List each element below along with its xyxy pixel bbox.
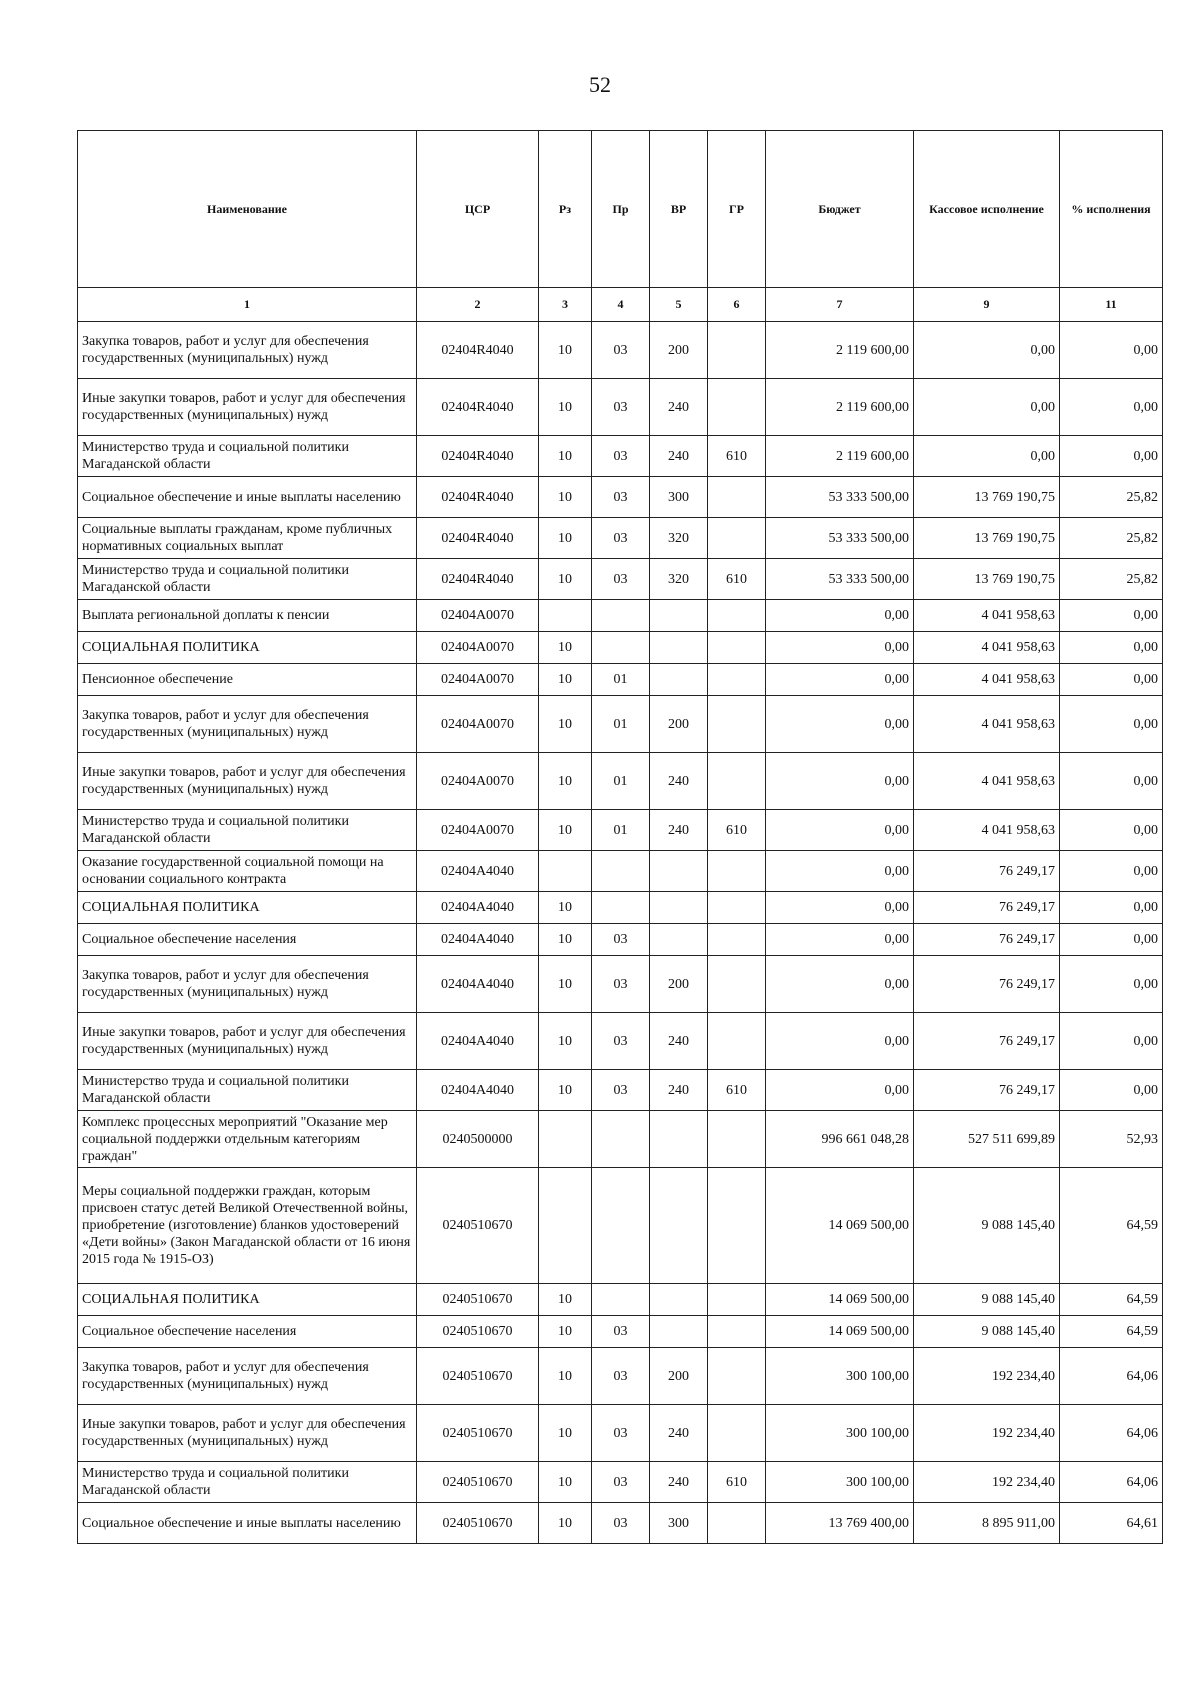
table-row <box>78 1013 1163 1070</box>
row-pr: 03 <box>592 1348 650 1405</box>
column-header: ВР <box>650 131 708 288</box>
row-rz: 10 <box>539 477 592 518</box>
row-name: Министерство труда и социальной политики Магаданской области <box>78 810 417 851</box>
row-vr: 240 <box>650 379 708 436</box>
row-rz: 10 <box>539 1070 592 1111</box>
row-vr <box>650 1168 708 1284</box>
row-vr: 320 <box>650 518 708 559</box>
row-pr: 01 <box>592 664 650 696</box>
row-vr <box>650 851 708 892</box>
row-rz <box>539 851 592 892</box>
row-csr: 02404А0070 <box>417 696 539 753</box>
table-row <box>78 1316 1163 1348</box>
row-rz: 10 <box>539 892 592 924</box>
row-vr: 240 <box>650 1405 708 1462</box>
row-pct: 64,61 <box>1060 1503 1163 1544</box>
row-budget: 53 333 500,00 <box>766 477 914 518</box>
row-pr: 03 <box>592 956 650 1013</box>
row-gr <box>708 379 766 436</box>
row-pct: 25,82 <box>1060 477 1163 518</box>
row-pct: 0,00 <box>1060 632 1163 664</box>
row-cash: 8 895 911,00 <box>914 1503 1060 1544</box>
row-budget: 53 333 500,00 <box>766 559 914 600</box>
row-cash: 76 249,17 <box>914 1070 1060 1111</box>
row-name: Министерство труда и социальной политики Магаданской области <box>78 1070 417 1111</box>
row-name: Социальное обеспечение и иные выплаты населению <box>78 477 417 518</box>
row-pct: 64,59 <box>1060 1284 1163 1316</box>
column-header: Рз <box>539 131 592 288</box>
row-budget: 14 069 500,00 <box>766 1284 914 1316</box>
row-budget: 300 100,00 <box>766 1348 914 1405</box>
row-budget: 0,00 <box>766 924 914 956</box>
row-name: СОЦИАЛЬНАЯ ПОЛИТИКА <box>78 632 417 664</box>
row-name: Выплата региональной доплаты к пенсии <box>78 600 417 632</box>
row-name: Пенсионное обеспечение <box>78 664 417 696</box>
row-vr: 240 <box>650 1462 708 1503</box>
row-gr <box>708 1503 766 1544</box>
row-budget: 0,00 <box>766 753 914 810</box>
row-gr: 610 <box>708 810 766 851</box>
row-rz: 10 <box>539 518 592 559</box>
column-header: Кассовое исполнение <box>914 131 1060 288</box>
row-pr: 01 <box>592 696 650 753</box>
row-pct: 64,06 <box>1060 1348 1163 1405</box>
row-pr <box>592 1284 650 1316</box>
row-pct: 0,00 <box>1060 696 1163 753</box>
row-gr <box>708 924 766 956</box>
row-vr: 240 <box>650 1070 708 1111</box>
table-row <box>78 892 1163 924</box>
table-row <box>78 600 1163 632</box>
row-cash: 9 088 145,40 <box>914 1168 1060 1284</box>
row-gr <box>708 1405 766 1462</box>
row-name: Комплекс процессных мероприятий "Оказание мер социальной поддержки отдельным категориям граждан" <box>78 1111 417 1168</box>
row-rz: 10 <box>539 956 592 1013</box>
table-row <box>78 477 1163 518</box>
column-header: Пр <box>592 131 650 288</box>
row-gr <box>708 1168 766 1284</box>
row-vr: 300 <box>650 477 708 518</box>
row-pr <box>592 1168 650 1284</box>
row-pct: 64,59 <box>1060 1316 1163 1348</box>
table-row <box>78 810 1163 851</box>
row-rz: 10 <box>539 753 592 810</box>
row-rz <box>539 600 592 632</box>
row-pr: 03 <box>592 518 650 559</box>
row-vr: 320 <box>650 559 708 600</box>
column-number: 6 <box>708 288 766 322</box>
row-gr <box>708 664 766 696</box>
row-name: Социальное обеспечение и иные выплаты населению <box>78 1503 417 1544</box>
row-name: Иные закупки товаров, работ и услуг для обеспечения государственных (муниципальных) нужд <box>78 1013 417 1070</box>
row-budget: 0,00 <box>766 1013 914 1070</box>
row-cash: 4 041 958,63 <box>914 664 1060 696</box>
row-csr: 02404А4040 <box>417 1013 539 1070</box>
row-gr <box>708 1013 766 1070</box>
row-csr: 0240510670 <box>417 1405 539 1462</box>
row-name: Министерство труда и социальной политики Магаданской области <box>78 1462 417 1503</box>
row-cash: 4 041 958,63 <box>914 632 1060 664</box>
row-csr: 02404R4040 <box>417 518 539 559</box>
row-rz: 10 <box>539 1503 592 1544</box>
row-pct: 0,00 <box>1060 956 1163 1013</box>
row-gr <box>708 1348 766 1405</box>
row-vr <box>650 664 708 696</box>
row-budget: 996 661 048,28 <box>766 1111 914 1168</box>
column-number-row <box>78 288 1163 322</box>
table-row <box>78 753 1163 810</box>
row-rz: 10 <box>539 696 592 753</box>
row-budget: 0,00 <box>766 810 914 851</box>
row-name: Иные закупки товаров, работ и услуг для обеспечения государственных (муниципальных) нужд <box>78 379 417 436</box>
row-pr: 03 <box>592 1462 650 1503</box>
row-vr: 200 <box>650 956 708 1013</box>
row-pr: 03 <box>592 322 650 379</box>
row-csr: 02404R4040 <box>417 322 539 379</box>
table-row <box>78 956 1163 1013</box>
row-vr: 240 <box>650 436 708 477</box>
row-cash: 0,00 <box>914 436 1060 477</box>
row-gr <box>708 1316 766 1348</box>
row-budget: 13 769 400,00 <box>766 1503 914 1544</box>
row-vr: 200 <box>650 322 708 379</box>
row-csr: 02404А4040 <box>417 956 539 1013</box>
column-number: 2 <box>417 288 539 322</box>
column-header: ЦСР <box>417 131 539 288</box>
row-name: Министерство труда и социальной политики Магаданской области <box>78 436 417 477</box>
table-row <box>78 436 1163 477</box>
row-pr: 03 <box>592 1316 650 1348</box>
row-pct: 0,00 <box>1060 753 1163 810</box>
row-budget: 0,00 <box>766 696 914 753</box>
row-pr: 03 <box>592 379 650 436</box>
row-vr: 240 <box>650 753 708 810</box>
budget-table <box>77 130 1163 1544</box>
column-number: 7 <box>766 288 914 322</box>
row-gr: 610 <box>708 559 766 600</box>
row-pct: 0,00 <box>1060 436 1163 477</box>
row-pr <box>592 632 650 664</box>
row-vr <box>650 1284 708 1316</box>
row-csr: 02404А4040 <box>417 924 539 956</box>
row-cash: 13 769 190,75 <box>914 518 1060 559</box>
row-cash: 192 234,40 <box>914 1405 1060 1462</box>
row-pr: 03 <box>592 436 650 477</box>
row-gr <box>708 600 766 632</box>
row-budget: 0,00 <box>766 600 914 632</box>
row-rz: 10 <box>539 1405 592 1462</box>
row-budget: 0,00 <box>766 632 914 664</box>
column-header: ГР <box>708 131 766 288</box>
row-rz: 10 <box>539 559 592 600</box>
row-vr <box>650 1316 708 1348</box>
row-cash: 76 249,17 <box>914 956 1060 1013</box>
row-gr: 610 <box>708 436 766 477</box>
row-pr: 01 <box>592 753 650 810</box>
row-pct: 0,00 <box>1060 600 1163 632</box>
row-cash: 76 249,17 <box>914 924 1060 956</box>
row-name: Социальные выплаты гражданам, кроме публичных нормативных социальных выплат <box>78 518 417 559</box>
row-name: Оказание государственной социальной помощи на основании социального контракта <box>78 851 417 892</box>
row-cash: 9 088 145,40 <box>914 1316 1060 1348</box>
row-name: Закупка товаров, работ и услуг для обеспечения государственных (муниципальных) нужд <box>78 322 417 379</box>
row-budget: 14 069 500,00 <box>766 1168 914 1284</box>
row-budget: 300 100,00 <box>766 1462 914 1503</box>
row-vr: 200 <box>650 1348 708 1405</box>
row-pct: 0,00 <box>1060 851 1163 892</box>
row-name: Иные закупки товаров, работ и услуг для обеспечения государственных (муниципальных) нужд <box>78 1405 417 1462</box>
row-vr: 200 <box>650 696 708 753</box>
row-name: Иные закупки товаров, работ и услуг для обеспечения государственных (муниципальных) нужд <box>78 753 417 810</box>
row-pct: 0,00 <box>1060 924 1163 956</box>
row-name: Социальное обеспечение населения <box>78 1316 417 1348</box>
table-row <box>78 1070 1163 1111</box>
row-budget: 300 100,00 <box>766 1405 914 1462</box>
header-row <box>78 131 1163 288</box>
column-header: Бюджет <box>766 131 914 288</box>
row-rz <box>539 1168 592 1284</box>
page-number: 52 <box>589 72 611 97</box>
row-vr <box>650 632 708 664</box>
row-pr: 01 <box>592 810 650 851</box>
row-gr <box>708 851 766 892</box>
row-gr <box>708 322 766 379</box>
row-cash: 76 249,17 <box>914 851 1060 892</box>
column-header: % исполнения <box>1060 131 1163 288</box>
row-csr: 02404R4040 <box>417 379 539 436</box>
row-budget: 0,00 <box>766 892 914 924</box>
table-row <box>78 379 1163 436</box>
table-row <box>78 1284 1163 1316</box>
row-cash: 4 041 958,63 <box>914 600 1060 632</box>
row-name: СОЦИАЛЬНАЯ ПОЛИТИКА <box>78 1284 417 1316</box>
table-row <box>78 518 1163 559</box>
row-cash: 192 234,40 <box>914 1348 1060 1405</box>
row-rz: 10 <box>539 1284 592 1316</box>
row-csr: 02404А4040 <box>417 851 539 892</box>
row-cash: 0,00 <box>914 379 1060 436</box>
row-name: Министерство труда и социальной политики Магаданской области <box>78 559 417 600</box>
table-row <box>78 1462 1163 1503</box>
row-rz: 10 <box>539 322 592 379</box>
row-rz: 10 <box>539 436 592 477</box>
row-pr <box>592 851 650 892</box>
row-csr: 02404А0070 <box>417 600 539 632</box>
row-name: Закупка товаров, работ и услуг для обеспечения государственных (муниципальных) нужд <box>78 1348 417 1405</box>
row-pr: 03 <box>592 1405 650 1462</box>
row-pct: 25,82 <box>1060 518 1163 559</box>
row-vr <box>650 1111 708 1168</box>
row-gr: 610 <box>708 1070 766 1111</box>
row-csr: 02404R4040 <box>417 559 539 600</box>
row-vr <box>650 924 708 956</box>
row-gr <box>708 477 766 518</box>
row-rz <box>539 1111 592 1168</box>
row-rz: 10 <box>539 924 592 956</box>
row-csr: 0240510670 <box>417 1284 539 1316</box>
row-cash: 4 041 958,63 <box>914 810 1060 851</box>
table-row <box>78 559 1163 600</box>
row-name: СОЦИАЛЬНАЯ ПОЛИТИКА <box>78 892 417 924</box>
row-cash: 13 769 190,75 <box>914 559 1060 600</box>
row-csr: 0240510670 <box>417 1348 539 1405</box>
row-budget: 2 119 600,00 <box>766 379 914 436</box>
row-cash: 4 041 958,63 <box>914 696 1060 753</box>
table-row <box>78 1111 1163 1168</box>
column-number: 4 <box>592 288 650 322</box>
column-number: 11 <box>1060 288 1163 322</box>
row-pr: 03 <box>592 477 650 518</box>
table-row <box>78 1168 1163 1284</box>
table-row <box>78 664 1163 696</box>
table-row <box>78 1348 1163 1405</box>
row-pct: 0,00 <box>1060 664 1163 696</box>
row-pct: 0,00 <box>1060 810 1163 851</box>
row-vr: 300 <box>650 1503 708 1544</box>
row-rz: 10 <box>539 810 592 851</box>
row-csr: 02404R4040 <box>417 436 539 477</box>
row-budget: 2 119 600,00 <box>766 436 914 477</box>
row-pr <box>592 1111 650 1168</box>
row-budget: 14 069 500,00 <box>766 1316 914 1348</box>
row-rz: 10 <box>539 379 592 436</box>
row-pr: 03 <box>592 924 650 956</box>
row-pct: 64,06 <box>1060 1405 1163 1462</box>
row-cash: 76 249,17 <box>914 892 1060 924</box>
table-row <box>78 1405 1163 1462</box>
row-csr: 02404А0070 <box>417 632 539 664</box>
row-budget: 0,00 <box>766 664 914 696</box>
row-gr <box>708 956 766 1013</box>
row-gr <box>708 1284 766 1316</box>
row-budget: 0,00 <box>766 956 914 1013</box>
row-pct: 0,00 <box>1060 892 1163 924</box>
row-budget: 53 333 500,00 <box>766 518 914 559</box>
row-pr: 03 <box>592 1013 650 1070</box>
row-csr: 02404А4040 <box>417 892 539 924</box>
row-gr <box>708 753 766 810</box>
row-cash: 192 234,40 <box>914 1462 1060 1503</box>
row-budget: 0,00 <box>766 851 914 892</box>
row-rz: 10 <box>539 1013 592 1070</box>
row-csr: 02404А4040 <box>417 1070 539 1111</box>
row-rz: 10 <box>539 664 592 696</box>
table-row <box>78 851 1163 892</box>
row-rz: 10 <box>539 1348 592 1405</box>
row-name: Закупка товаров, работ и услуг для обеспечения государственных (муниципальных) нужд <box>78 696 417 753</box>
row-gr <box>708 696 766 753</box>
row-csr: 02404А0070 <box>417 753 539 810</box>
table-row <box>78 1503 1163 1544</box>
row-cash: 4 041 958,63 <box>914 753 1060 810</box>
row-csr: 0240510670 <box>417 1316 539 1348</box>
row-vr: 240 <box>650 1013 708 1070</box>
row-pct: 0,00 <box>1060 322 1163 379</box>
row-csr: 0240500000 <box>417 1111 539 1168</box>
row-pct: 0,00 <box>1060 1070 1163 1111</box>
row-cash: 76 249,17 <box>914 1013 1060 1070</box>
row-csr: 0240510670 <box>417 1503 539 1544</box>
row-gr <box>708 1111 766 1168</box>
row-pct: 0,00 <box>1060 379 1163 436</box>
table-row <box>78 322 1163 379</box>
row-cash: 527 511 699,89 <box>914 1111 1060 1168</box>
row-name: Социальное обеспечение населения <box>78 924 417 956</box>
column-number: 9 <box>914 288 1060 322</box>
row-pct: 64,06 <box>1060 1462 1163 1503</box>
row-cash: 0,00 <box>914 322 1060 379</box>
row-pr: 03 <box>592 1503 650 1544</box>
row-cash: 9 088 145,40 <box>914 1284 1060 1316</box>
row-pct: 52,93 <box>1060 1111 1163 1168</box>
row-vr <box>650 600 708 632</box>
row-csr: 02404R4040 <box>417 477 539 518</box>
row-csr: 02404А0070 <box>417 810 539 851</box>
row-gr <box>708 518 766 559</box>
row-pct: 64,59 <box>1060 1168 1163 1284</box>
row-budget: 2 119 600,00 <box>766 322 914 379</box>
row-pr <box>592 600 650 632</box>
row-gr: 610 <box>708 1462 766 1503</box>
row-gr <box>708 632 766 664</box>
row-csr: 02404А0070 <box>417 664 539 696</box>
row-gr <box>708 892 766 924</box>
table-row <box>78 632 1163 664</box>
row-pr <box>592 892 650 924</box>
row-pr: 03 <box>592 559 650 600</box>
row-pct: 0,00 <box>1060 1013 1163 1070</box>
row-name: Закупка товаров, работ и услуг для обеспечения государственных (муниципальных) нужд <box>78 956 417 1013</box>
row-vr <box>650 892 708 924</box>
row-name: Меры социальной поддержки граждан, которым присвоен статус детей Великой Отечественной войны, приобретение (изготовление) бланков удостоверений «Дети войны» (Закон Магаданской области от 16 июня 2015 года № 1915-ОЗ) <box>78 1168 417 1284</box>
row-rz: 10 <box>539 1316 592 1348</box>
table-row <box>78 696 1163 753</box>
row-budget: 0,00 <box>766 1070 914 1111</box>
row-cash: 13 769 190,75 <box>914 477 1060 518</box>
row-rz: 10 <box>539 1462 592 1503</box>
row-vr: 240 <box>650 810 708 851</box>
column-number: 5 <box>650 288 708 322</box>
row-csr: 0240510670 <box>417 1168 539 1284</box>
table-row <box>78 924 1163 956</box>
column-header: Наименование <box>78 131 417 288</box>
row-rz: 10 <box>539 632 592 664</box>
row-csr: 0240510670 <box>417 1462 539 1503</box>
row-pr: 03 <box>592 1070 650 1111</box>
column-number: 1 <box>78 288 417 322</box>
row-pct: 25,82 <box>1060 559 1163 600</box>
column-number: 3 <box>539 288 592 322</box>
